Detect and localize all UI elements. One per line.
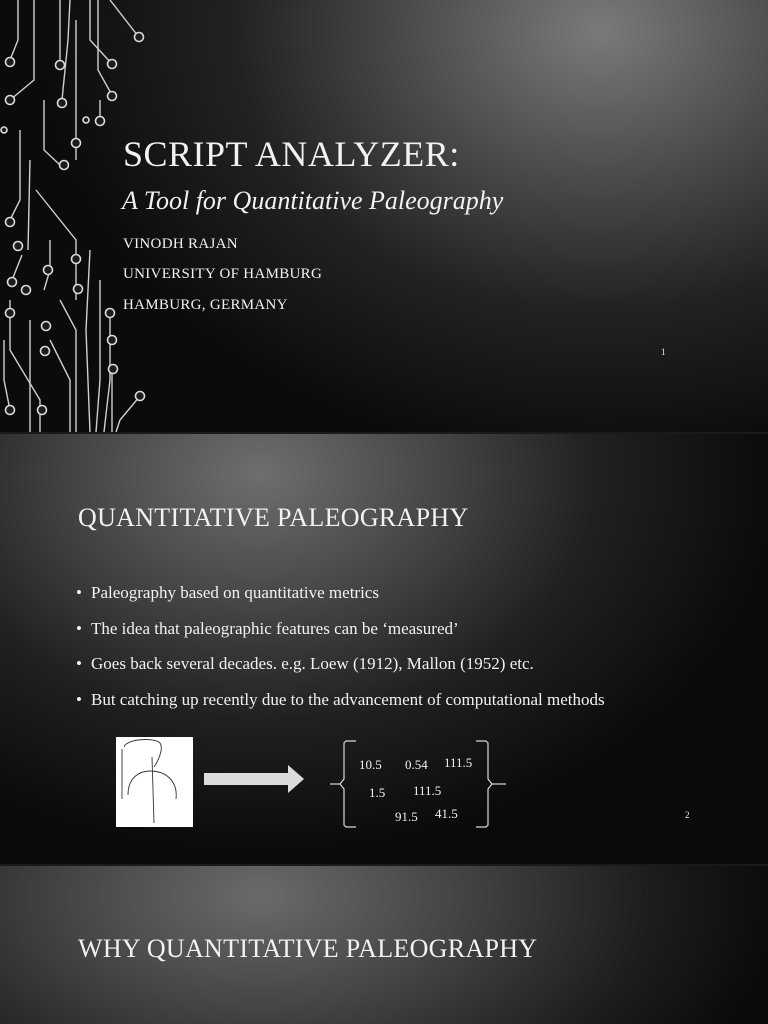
- slide-number: 1: [661, 347, 666, 357]
- matrix-value: 1.5: [369, 785, 386, 800]
- author-affiliation: UNIVERSITY OF HAMBURG: [123, 266, 323, 282]
- slide-number: 2: [685, 810, 690, 820]
- matrix-value: 91.5: [395, 809, 418, 824]
- matrix-value: 0.54: [405, 757, 428, 772]
- bullet-list: [76, 584, 605, 726]
- matrix-value: 10.5: [359, 757, 382, 772]
- author-location: HAMBURG, GERMANY: [123, 297, 288, 313]
- title-slide: [0, 0, 768, 432]
- matrix-value: 41.5: [435, 806, 458, 821]
- list-item: • The idea that paleographic features can be ‘measured’: [76, 618, 459, 638]
- matrix-value: 111.5: [413, 783, 442, 798]
- presentation-subtitle: A Tool for Quantitative Paleography: [122, 186, 504, 215]
- quantitative-paleography-slide: [0, 434, 768, 864]
- handwriting-sample-image: [116, 737, 193, 827]
- author-name: VINODH RAJAN: [123, 236, 238, 252]
- slide-title: QUANTITATIVE PALEOGRAPHY: [78, 503, 469, 532]
- list-item: • Paleography based on quantitative metrics: [76, 583, 379, 602]
- circuit-decoration-icon: [0, 0, 160, 432]
- arrow-right-icon: [204, 765, 306, 793]
- matrix-value: 111.5: [444, 755, 473, 770]
- glyph-sketch-icon: [116, 737, 193, 827]
- slide-title: WHY QUANTITATIVE PALEOGRAPHY: [78, 934, 538, 963]
- feature-matrix: [326, 739, 510, 829]
- why-quantitative-paleography-slide: [0, 866, 768, 1024]
- presentation-title: SCRIPT ANALYZER:: [123, 134, 460, 174]
- list-item: • Goes back several decades. e.g. Loew (1912), Mallon (1952) etc.: [76, 654, 534, 673]
- list-item: • But catching up recently due to the advancement of computational methods: [76, 689, 605, 709]
